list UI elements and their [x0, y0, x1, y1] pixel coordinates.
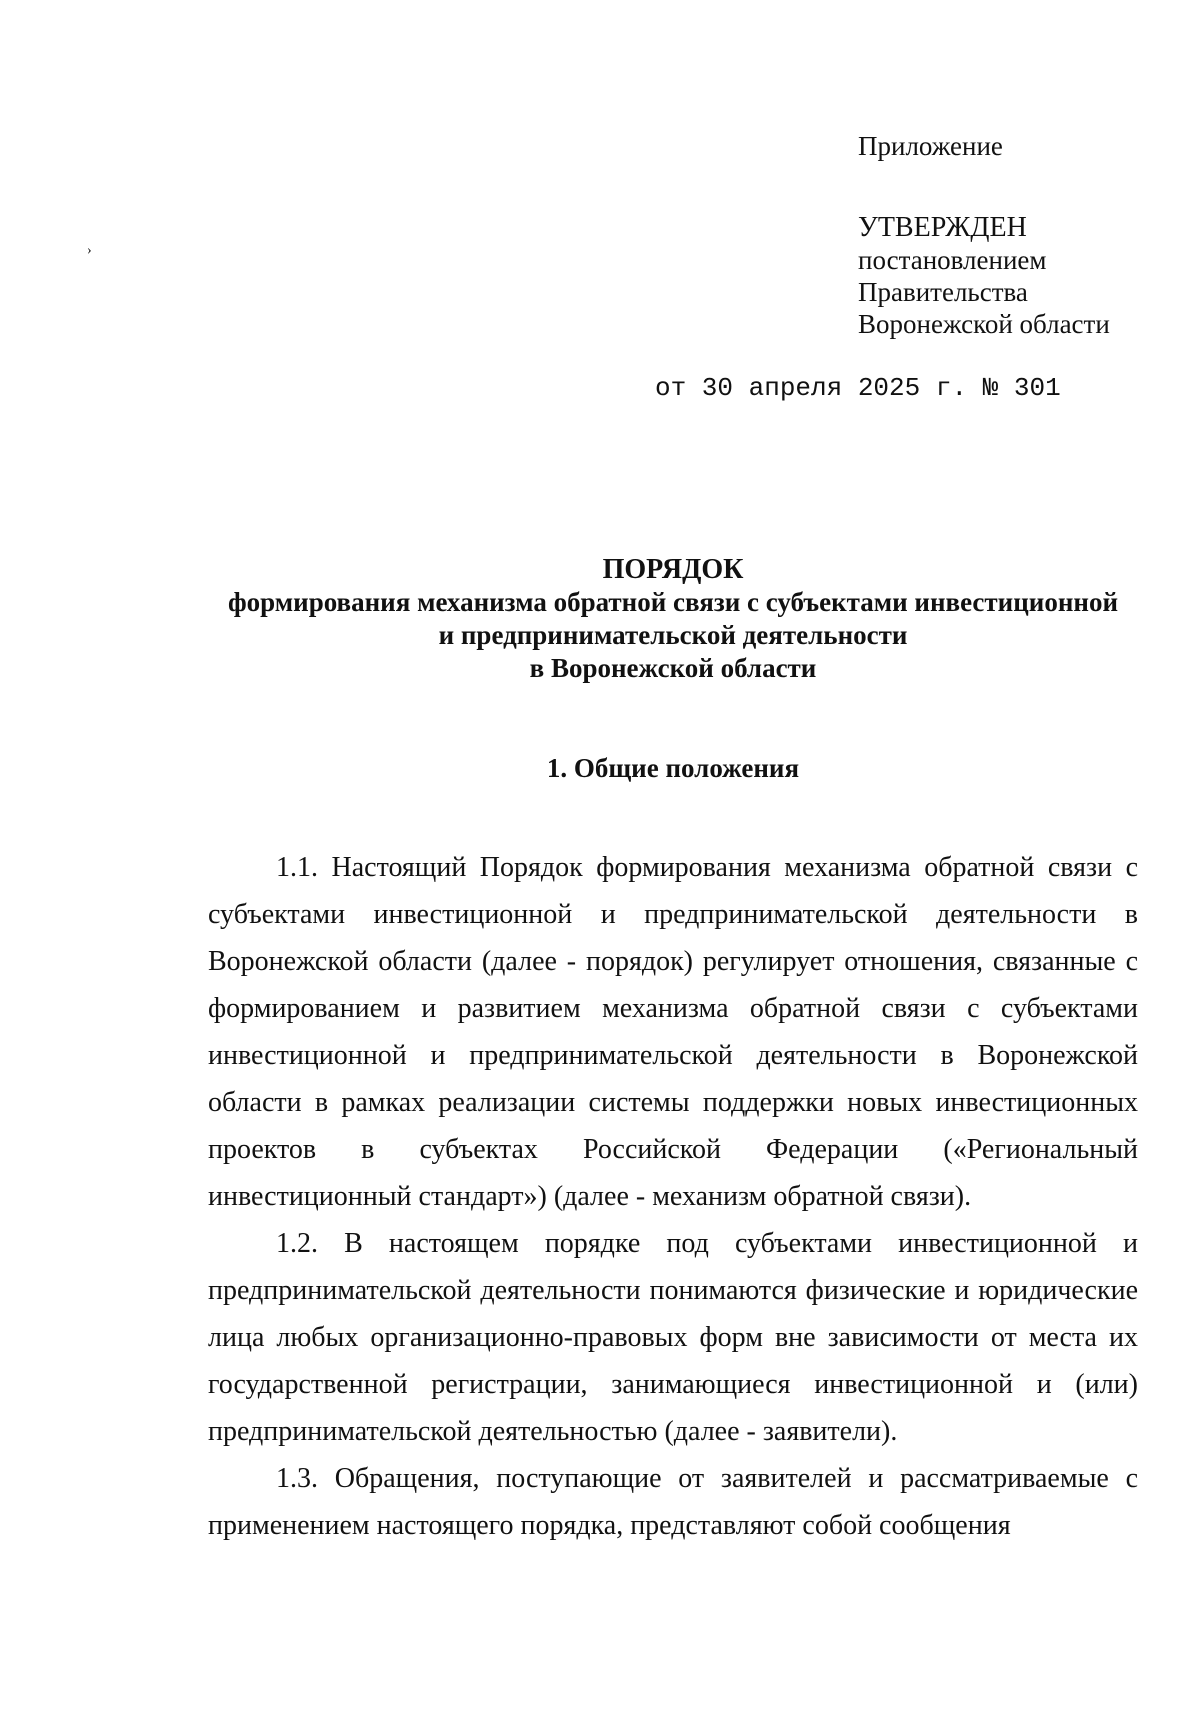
approval-block [858, 130, 1110, 340]
approved-label: УТВЕРЖДЕН [858, 212, 1027, 243]
title-subtitle-line-2: и предпринимательской деятельности [438, 620, 908, 650]
approved-by-line-3: Воронежской области [858, 309, 1110, 339]
paragraph-1-1: 1.1. Настоящий Порядок формирования механизма обратной связи с субъектами инвестиционной и предпринимательской деятельности в Воронежской области (далее - порядок) регулирует отношения, связанные с формированием и развитием механизма обратной связи с субъектами инвестиционной и предпринимательской деятельности в Воронежской области в рамках реализации системы поддержки новых инвестиционных проектов в субъектах Российской Федерации («Региональный инвестиционный стандарт») (далее - механизм обратной связи). [208, 852, 1138, 1212]
title-main: ПОРЯДОК [602, 554, 744, 585]
title-subtitle-line-1: формирования механизма обратной связи с субъектами инвестиционной [227, 587, 1119, 617]
paragraph-1-3: 1.3. Обращения, поступающие от заявителей и рассматриваемые с применением настоящего порядка, представляют собой сообщения [208, 1463, 1138, 1541]
approved-by-line-1: постановлением [858, 245, 1047, 275]
appendix-label: Приложение [858, 131, 1003, 161]
title-subtitle-line-3: в Воронежской области [529, 653, 817, 683]
section-body [208, 844, 1138, 1549]
section-heading: 1. Общие положения [546, 753, 800, 783]
decree-date: от 30 апреля 2025 г. № 301 [655, 373, 1061, 403]
margin-mark: › [87, 243, 92, 258]
paragraph-1-2: 1.2. В настоящем порядке под субъектами инвестиционной и предпринимательской деятельности понимаются физические и юридические лица любых организационно-правовых форм вне зависимости от места их государственной регистрации, занимающиеся инвестиционной и (или) предпринимательской деятельностью (далее - заявители). [208, 1228, 1138, 1447]
document-title [200, 553, 1146, 685]
approved-by-line-2: Правительства [858, 277, 1028, 307]
